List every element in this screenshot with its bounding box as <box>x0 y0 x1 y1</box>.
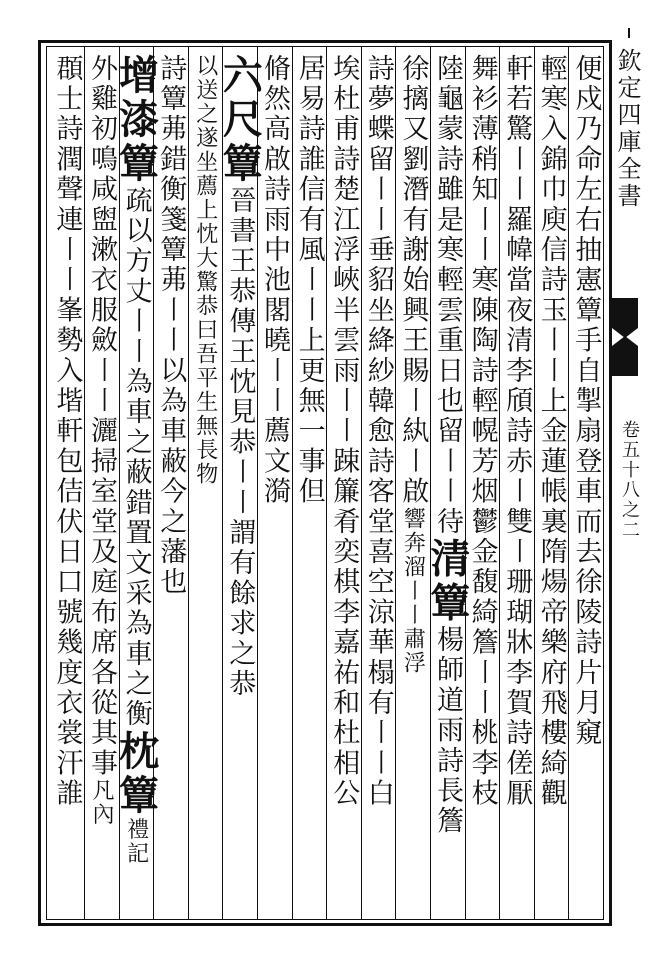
column-text: 詩簟茀錯衡箋簟茀〡〡以為車蔽今之藩也 <box>155 54 187 598</box>
annotation-text: 禮記 <box>123 817 149 866</box>
text-column <box>328 54 360 809</box>
column-text: 舞衫薄稍知〡〡寒陳陶詩輕幌芳烟鬱金馥綺簷〡〡桃李枝 <box>466 54 498 809</box>
book-title: 欽定四庫全書 <box>613 48 641 210</box>
text-column <box>88 54 115 827</box>
column-text: 埃杜甫詩楚江浮峽半雲雨〡〡踈簾肴奕棋李嘉祐和杜相公 <box>328 54 360 809</box>
text-column <box>51 54 83 809</box>
text-column <box>155 54 187 598</box>
column-rule <box>568 46 569 920</box>
column-text: 外雞初鳴咸盥漱衣服斂〡〡灑掃室堂及庭布席各從其事 <box>86 54 117 779</box>
column-rule <box>499 46 500 920</box>
text-column <box>570 54 602 749</box>
column-text: 楊師道雨詩長簷 <box>432 625 463 837</box>
text-column <box>362 54 394 809</box>
column-text: 軒若驚〡〡羅幃當夜清李頎詩赤〡雙〡珊瑚牀李賀詩傞厭 <box>501 54 533 809</box>
column-rule <box>84 46 85 920</box>
column-rule <box>395 46 396 920</box>
text-column <box>216 54 264 700</box>
text-column <box>293 54 325 507</box>
column-rule <box>326 46 327 920</box>
text-column <box>397 54 429 675</box>
entry-heading: 增漆簟 <box>112 54 160 186</box>
text-column <box>466 54 498 809</box>
column-text: 徐摛又劉潛有謝始興王賜〡紈〡啟 <box>397 54 429 507</box>
text-column <box>501 54 533 809</box>
fish-tail-mark <box>612 298 638 376</box>
text-column <box>112 54 160 866</box>
column-rule <box>188 46 189 920</box>
text-column <box>261 54 288 507</box>
column-text: 頵士詩潤聲連〡〡峯勢入堦軒包佶伏日口號幾度衣裳汗誰 <box>51 54 83 809</box>
entry-heading: 枕簟 <box>112 729 160 818</box>
annotation-text: 響奔溜〡〡肅浮 <box>400 507 426 675</box>
text-column <box>535 54 567 809</box>
column-text: 脩然高啟詩雨中池閣曉〡〡薦文漪 <box>259 54 290 507</box>
column-text: 詩夢蝶留〡〡垂貂坐絳紗韓愈詩客堂喜空涼華榻有〡〡白 <box>362 54 394 809</box>
entry-heading: 六尺簟 <box>216 54 264 186</box>
entry-heading: 清簟 <box>424 537 471 626</box>
column-text: 便戍乃命左右抽憲簟手自掣扇登車而去徐陵詩片月窺 <box>570 54 602 749</box>
column-text: 輕寒入錦巾庾信詩玉〡〡上金蓮帳裏隋煬帝樂府飛樓綺觀 <box>535 54 567 809</box>
column-text: 晉書王恭傳王忱見恭〡〡謂有餘求之恭 <box>224 186 256 700</box>
volume-label: 卷五十八之二 <box>619 420 640 540</box>
column-text: 疏以方丈〡〡為車之蔽錯置文采為車之衡 <box>120 186 152 730</box>
text-column <box>424 54 471 837</box>
text-column <box>192 54 219 486</box>
column-text: 陸龜蒙詩雖是寒輕雲重日也留〡〡待 <box>432 54 463 538</box>
column-text: 居易詩誰信有風〡〡上更無一事但 <box>293 54 325 507</box>
page-corner-mark <box>628 28 630 38</box>
annotation-text: 凡內 <box>89 778 114 827</box>
column-rule <box>430 46 431 920</box>
annotation-text: 以送之遂坐薦上忱大驚恭曰吾平生無長物 <box>192 54 218 486</box>
